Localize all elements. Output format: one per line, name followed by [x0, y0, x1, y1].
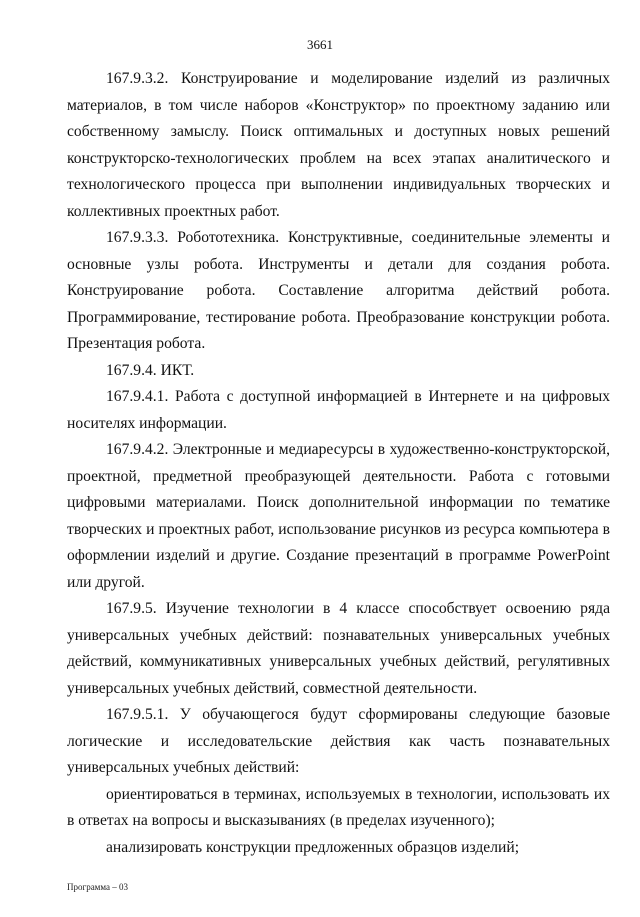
footer-program-label: Программа – 03 — [67, 882, 129, 892]
paragraph-167-9-4-2: 167.9.4.2. Электронные и медиаресурсы в художественно-конструкторской, проектной, предметной преобразующей деятельности. Работа с готовыми цифровыми материалами. Поиск дополнительной информации по тематике творческих и проектных работ, использование рисунков из ресурса компьютера в оформлении изделий и другие. Создание презентаций в программе PowerPoint или другой. — [67, 441, 610, 591]
list-item-orient-terms: ориентироваться в терминах, используемых в технологии, использовать их в ответах на вопросы и высказываниях (в пределах изученного); — [67, 785, 610, 829]
paragraph-167-9-4: 167.9.4. ИКТ. — [106, 361, 195, 379]
page-number: 3661 — [307, 37, 333, 52]
paragraph-167-9-5: 167.9.5. Изучение технологии в 4 классе способствует освоению ряда универсальных учебных действий: познавательных универсальных учебных действий, коммуникативных универсальных учебных действий, регулятивных универсальных учебных действий, совместной деятельности. — [67, 600, 610, 697]
paragraph-167-9-5-1: 167.9.5.1. У обучающегося будут сформированы следующие базовые логические и исследовательские действия как часть познавательных универсальных учебных действий: — [67, 706, 610, 776]
list-item-analyze-constructions: анализировать конструкции предложенных образцов изделий; — [106, 838, 520, 856]
document-body — [67, 66, 610, 861]
paragraph-167-9-3-3: 167.9.3.3. Робототехника. Конструктивные, соединительные элементы и основные узлы робота. Инструменты и детали для создания робота. Конструирование робота. Составление алгоритма действий робота. Программирование, тестирование робота. Преобразование конструкции робота. Презентация робота. — [67, 229, 610, 352]
paragraph-167-9-3-2: 167.9.3.2. Конструирование и моделирование изделий из различных материалов, в том числе наборов «Конструктор» по проектному заданию или собственному замыслу. Поиск оптимальных и доступных новых решений конструкторско-технологических проблем на всех этапах аналитического и технологического процесса при выполнении индивидуальных творческих и коллективных проектных работ. — [67, 70, 610, 220]
paragraph-167-9-4-1: 167.9.4.1. Работа с доступной информацией в Интернете и на цифровых носителях информации. — [67, 388, 610, 432]
